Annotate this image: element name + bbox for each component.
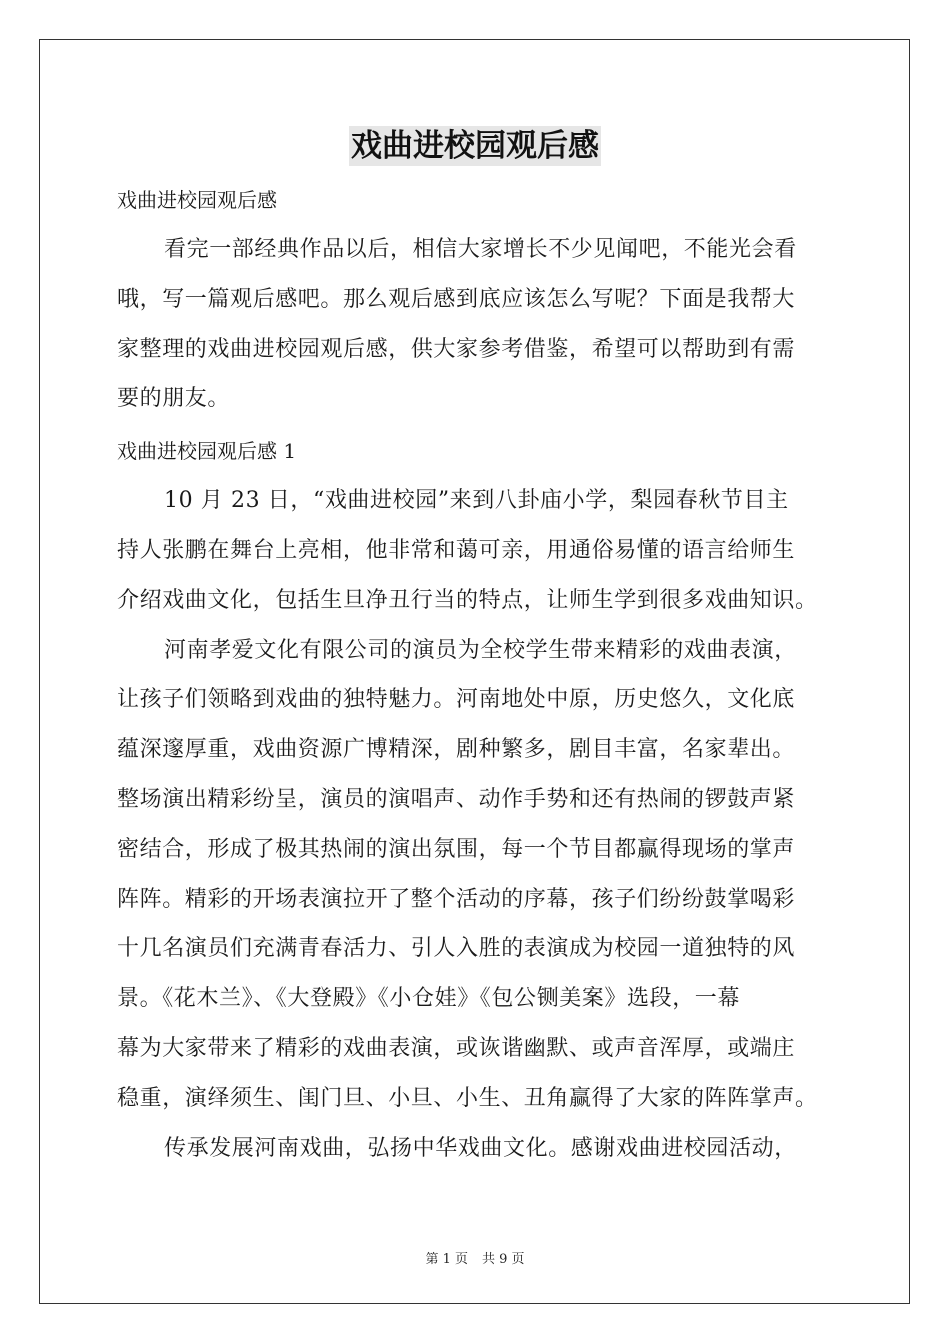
intro-line: 看完一部经典作品以后，相信大家增长不少见闻吧，不能光会看 — [164, 237, 797, 262]
paragraph-line: 幕为大家带来了精彩的戏曲表演，或诙谐幽默、或声音浑厚，或端庄 — [117, 1035, 796, 1061]
section1-paragraph-2 — [117, 626, 837, 1124]
paragraph-line: 阵阵。精彩的开场表演拉开了整个活动的序幕，孩子们纷纷鼓掌喝彩 — [117, 886, 796, 912]
section-heading: 戏曲进校园观后感 1 — [117, 439, 297, 464]
paragraph-line: 景。《花木兰》、《大登殿》《小仓娃》《包公铡美案》选段，一幕 — [117, 986, 741, 1012]
section1-paragraph-3 — [117, 1124, 837, 1174]
paragraph-line: 河南孝爱文化有限公司的演员为全校学生带来精彩的戏曲表演， — [164, 637, 797, 663]
document-body — [117, 177, 837, 1173]
document-subtitle: 戏曲进校园观后感 — [117, 188, 277, 212]
page-total: 共 9 页 — [482, 1252, 525, 1267]
paragraph-line: 介绍戏曲文化，包括生旦净丑行当的特点，让师生学到很多戏曲知识。 — [117, 587, 818, 613]
paragraph-line: 密结合，形成了极其热闹的演出氛围，每一个节目都赢得现场的掌声 — [117, 836, 796, 862]
section1-paragraph-1 — [117, 476, 837, 625]
intro-line: 家整理的戏曲进校园观后感，供大家参考借鉴，希望可以帮助到有需 — [117, 336, 796, 362]
paragraph-line: 传承发展河南戏曲，弘扬中华戏曲文化。感谢戏曲进校园活动， — [164, 1135, 797, 1161]
document-title: 戏曲进校园观后感 — [351, 128, 599, 164]
intro-line: 哦，写一篇观后感吧。那么观后感到底应该怎么写呢？下面是我帮大 — [117, 286, 796, 312]
paragraph-line: 持人张鹏在舞台上亮相，他非常和蔼可亲，用通俗易懂的语言给师生 — [117, 537, 796, 563]
paragraph-line: 让孩子们领略到戏曲的独特魅力。河南地处中原，历史悠久，文化底 — [117, 687, 796, 713]
intro-line: 要的朋友。 — [117, 386, 231, 412]
paragraph-line: 整场演出精彩纷呈，演员的演唱声、动作手势和还有热闹的锣鼓声紧 — [117, 786, 796, 812]
page-number: 第 1 页 — [425, 1252, 468, 1267]
paragraph-line: 稳重，演绎须生、闺门旦、小旦、小生、丑角赢得了大家的阵阵掌声。 — [117, 1085, 818, 1111]
intro-paragraph — [117, 225, 837, 424]
paragraph-line: 蕴深邃厚重，戏曲资源广博精深，剧种繁多，剧目丰富，名家辈出。 — [117, 737, 796, 763]
page-footer — [0, 1248, 950, 1267]
paragraph-line: 10 月 23 日，“戏曲进校园”来到八卦庙小学，梨园春秋节目主 — [164, 488, 789, 514]
paragraph-line: 十几名演员们充满青春活力、引人入胜的表演成为校园一道独特的风 — [117, 936, 796, 962]
title-container — [0, 126, 950, 166]
